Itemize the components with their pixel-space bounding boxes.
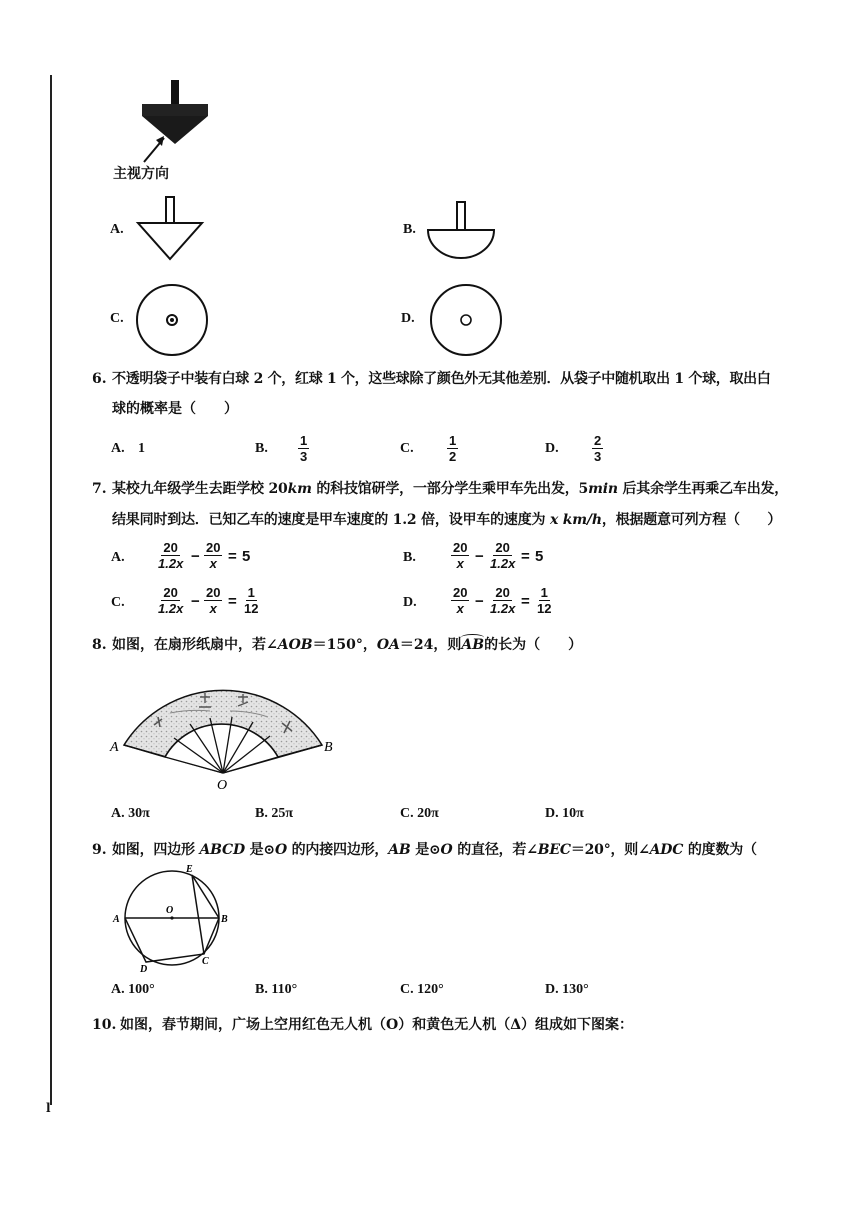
minus-sign: − bbox=[475, 593, 484, 610]
numerator: 20 bbox=[206, 585, 221, 600]
q5-option-a-figure bbox=[135, 195, 205, 265]
circle-o: O bbox=[274, 842, 287, 858]
numerator: 20 bbox=[163, 540, 178, 555]
q8-option-b bbox=[255, 806, 293, 822]
q9-text-part: 如图，四边形 bbox=[112, 842, 200, 858]
view-direction-label: 主视方向 bbox=[113, 166, 169, 182]
fan-label-a: A bbox=[110, 740, 119, 755]
q6-option-d-letter: D. bbox=[545, 441, 559, 456]
letter: B. bbox=[255, 806, 268, 821]
circle-o: O bbox=[440, 842, 453, 858]
denominator: 1.2x bbox=[490, 601, 516, 616]
label-a: A bbox=[113, 914, 120, 925]
numerator: 1 bbox=[540, 585, 548, 600]
value: 120° bbox=[417, 982, 444, 997]
q9-text-part: 的度数为（ bbox=[683, 842, 757, 858]
fan-label-b: B bbox=[324, 740, 333, 755]
q7-option-c-letter: C. bbox=[111, 595, 125, 610]
q5-option-b-letter: B. bbox=[403, 222, 416, 237]
q7-option-a-letter: A. bbox=[111, 550, 125, 565]
q7-a-rhs: 5 bbox=[242, 548, 251, 565]
numerator: 20 bbox=[206, 540, 221, 555]
numerator: 20 bbox=[453, 540, 468, 555]
q6-option-d-fraction bbox=[592, 433, 603, 464]
denominator: 1.2x bbox=[490, 556, 516, 571]
q7-d-rhs bbox=[535, 585, 553, 616]
angle-adc: ADC bbox=[649, 842, 684, 858]
label-o: O bbox=[166, 905, 174, 916]
q6-option-a-value: 1 bbox=[138, 441, 145, 456]
letter: B. bbox=[255, 982, 268, 997]
q7-line2-part: ，根据题意可列方程（ ） bbox=[601, 512, 782, 528]
value: 10π bbox=[562, 806, 584, 821]
q7-a-frac1 bbox=[156, 540, 185, 571]
denominator: x bbox=[456, 601, 464, 616]
value: 25π bbox=[271, 806, 294, 821]
q7-option-b-letter: B. bbox=[403, 550, 416, 565]
q7-number: 7. bbox=[92, 481, 107, 497]
q9-text bbox=[112, 840, 757, 860]
q7-d-frac2 bbox=[488, 585, 517, 616]
q8-text-part: ＝24，则 bbox=[399, 637, 462, 653]
q7-min: min bbox=[588, 481, 618, 497]
q7-speed-var: x km/h bbox=[549, 512, 602, 528]
q9-text-part: 的内接四边形， bbox=[286, 842, 389, 858]
q8-text-part: ＝150°， bbox=[312, 637, 377, 653]
q8-option-c bbox=[400, 806, 439, 822]
q8-option-a bbox=[111, 806, 150, 822]
angle-aob: AOB bbox=[277, 637, 313, 653]
q9-option-d bbox=[545, 982, 589, 998]
value: 100° bbox=[128, 982, 155, 997]
numerator: 1 bbox=[300, 433, 308, 448]
q10-text: 如图，春节期间，广场上空用红色无人机（O）和黄色无人机（Δ）组成如下图案： bbox=[120, 1017, 634, 1033]
q7-d-frac1 bbox=[451, 585, 469, 616]
q6-line1: 不透明袋子中装有白球 2 个，红球 1 个，这些球除了颜色外无其他差别．从袋子中随机取出 1 个球，取出白 bbox=[112, 371, 771, 387]
margin-line bbox=[50, 75, 52, 1105]
q5-option-a-letter: A. bbox=[110, 222, 124, 237]
label-d: D bbox=[140, 964, 148, 975]
q7-line1-part: 某校九年级学生去距学校 20 bbox=[112, 481, 288, 497]
q5-option-c-figure bbox=[133, 283, 211, 361]
q7-line2-part: 结果同时到达．已知乙车的速度是甲车速度的 1.2 倍，设甲车的速度为 bbox=[112, 512, 550, 528]
fan-label-o: O bbox=[217, 778, 228, 793]
equals-sign: = bbox=[521, 548, 530, 565]
denominator: 1.2x bbox=[158, 601, 184, 616]
denominator: 12 bbox=[537, 601, 552, 616]
label-c: C bbox=[202, 956, 209, 967]
q7-line1 bbox=[112, 479, 788, 499]
segment-oa: OA bbox=[376, 637, 400, 653]
letter: A. bbox=[111, 806, 125, 821]
numerator: 1 bbox=[247, 585, 255, 600]
denominator: 3 bbox=[594, 449, 602, 464]
q9-text-part: ＝20°，则∠ bbox=[570, 842, 650, 858]
q8-text bbox=[112, 635, 582, 655]
denominator: 12 bbox=[244, 601, 259, 616]
q7-line1-part: 的科技馆研学，一部分学生乘甲车先出发，5 bbox=[311, 481, 589, 497]
q6-option-a-letter: A. bbox=[111, 441, 125, 456]
margin-mark: l bbox=[46, 1101, 51, 1115]
angle-bec: BEC bbox=[537, 842, 571, 858]
equals-sign: = bbox=[521, 593, 530, 610]
quad-abcd: ABCD bbox=[199, 842, 245, 858]
numerator: 20 bbox=[453, 585, 468, 600]
denominator: 1.2x bbox=[158, 556, 184, 571]
q9-text-part: 是⊙ bbox=[244, 842, 275, 858]
label-b: B bbox=[221, 914, 228, 925]
value: 20π bbox=[417, 806, 439, 821]
letter: D. bbox=[545, 806, 559, 821]
q7-b-frac2 bbox=[488, 540, 517, 571]
q7-c-rhs bbox=[242, 585, 260, 616]
q5-option-d-figure bbox=[427, 283, 505, 361]
value: 110° bbox=[271, 982, 298, 997]
q8-text-part: 如图，在扇形纸扇中，若∠ bbox=[112, 637, 278, 653]
q10-number: 10. bbox=[92, 1017, 117, 1033]
q6-number: 6. bbox=[92, 371, 107, 387]
denominator: x bbox=[209, 556, 217, 571]
numerator: 1 bbox=[449, 433, 457, 448]
q6-option-c-letter: C. bbox=[400, 441, 414, 456]
value: 130° bbox=[562, 982, 589, 997]
letter: D. bbox=[545, 982, 559, 997]
q7-b-rhs: 5 bbox=[535, 548, 544, 565]
equals-sign: = bbox=[228, 593, 237, 610]
letter: A. bbox=[111, 982, 125, 997]
numerator: 20 bbox=[163, 585, 178, 600]
numerator: 20 bbox=[495, 540, 510, 555]
q7-line1-part: 后其余学生再乘乙车出发， bbox=[617, 481, 789, 497]
q7-c-frac2 bbox=[204, 585, 222, 616]
q7-a-frac2 bbox=[204, 540, 222, 571]
q5-option-c-letter: C. bbox=[110, 311, 124, 326]
q7-option-d-letter: D. bbox=[403, 595, 417, 610]
q6-line2: 球的概率是（ ） bbox=[112, 401, 238, 417]
circle-figure bbox=[108, 862, 238, 977]
q8-option-d bbox=[545, 806, 584, 822]
numerator: 20 bbox=[495, 585, 510, 600]
q7-c-frac1 bbox=[156, 585, 185, 616]
label-e: E bbox=[186, 864, 193, 875]
q6-option-b-fraction bbox=[298, 433, 309, 464]
minus-sign: − bbox=[191, 548, 200, 565]
letter: C. bbox=[400, 982, 414, 997]
minus-sign: − bbox=[191, 593, 200, 610]
q8-text-part: 的长为（ ） bbox=[484, 637, 583, 653]
q5-option-d-letter: D. bbox=[401, 311, 415, 326]
q8-number: 8. bbox=[92, 637, 107, 653]
denominator: 2 bbox=[449, 449, 457, 464]
q9-text-part: 的直径，若∠ bbox=[452, 842, 538, 858]
letter: C. bbox=[400, 806, 414, 821]
equals-sign: = bbox=[228, 548, 237, 565]
q9-text-part: 是⊙ bbox=[410, 842, 441, 858]
spinning-top-figure bbox=[130, 78, 230, 168]
minus-sign: − bbox=[475, 548, 484, 565]
q7-b-frac1 bbox=[451, 540, 469, 571]
q5-option-b-figure bbox=[425, 198, 499, 262]
numerator: 2 bbox=[594, 433, 602, 448]
denominator: 3 bbox=[300, 449, 308, 464]
denominator: x bbox=[456, 556, 464, 571]
q9-option-a bbox=[111, 982, 155, 998]
q6-option-b-letter: B. bbox=[255, 441, 268, 456]
q7-line2 bbox=[112, 510, 781, 530]
q7-km: km bbox=[287, 481, 312, 497]
fan-figure bbox=[110, 665, 350, 795]
q6-option-c-fraction bbox=[447, 433, 458, 464]
denominator: x bbox=[209, 601, 217, 616]
value: 30π bbox=[128, 806, 150, 821]
diameter-ab: AB bbox=[388, 842, 411, 858]
arc-ab: AB bbox=[461, 637, 485, 653]
q9-number: 9. bbox=[92, 842, 107, 858]
q9-option-c bbox=[400, 982, 444, 998]
q9-option-b bbox=[255, 982, 297, 998]
